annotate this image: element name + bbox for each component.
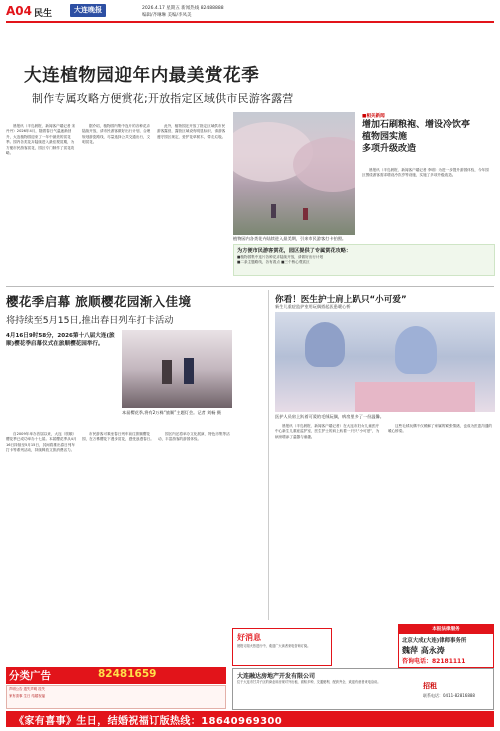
section2-column-a: 自2009年举办首届以来，大连（旅顺）樱花季已成功举办十七届。本届樱花季从4月16日持续至5月15日，其间将推出春日列车打卡等系列活动，持续释放文旅消费活力。: [6, 432, 77, 453]
column-divider: [268, 290, 269, 620]
article-column-b: 据介绍，植物园内集中连片的各种花卉陆续开放，请市民游客做好出行计划，合理规划游览路线，尽量选择公共交通出行，文明赏花。: [82, 124, 151, 145]
section2-lede: 4月16日9时58分，2026第十八届大连(旅顺)樱花季启幕仪式在旅顺樱花园举行。: [6, 333, 115, 347]
page-number: A04: [6, 4, 32, 18]
section3-headline: 你看！医生护士肩上趴只“小可爱”: [275, 295, 407, 305]
section2-subheadline: 将持续至5月15日,推出春日列车打卡活动: [6, 315, 174, 326]
tips-title: 为方便市民游客赏花，园区提供了专属赏花攻略：: [237, 248, 352, 254]
classified-listings: [6, 685, 226, 709]
law-firm-ad: [398, 624, 494, 668]
editor-credits: 编辑/齐琳琳 美编/李凤美: [142, 13, 192, 18]
article-column-a: 晨报讯（半岛晨报、新闻客户端记者 宋丹丹）2026年4月，随着春日气温逐渐回升，大连植物园迎来了一年中最美的赏花季。园内各类花卉陆续进入最佳观赏期，为方便市民游客赏花，园区专门制作了赏花攻略。: [6, 124, 76, 156]
viewing-tips-box: [233, 244, 495, 276]
nicu-photo-caption: 医护人员肩上趴着可爱的毛绒玩偶，病房里多了一份温馨。: [275, 414, 384, 419]
rent-title: 招租: [423, 682, 437, 690]
real-estate-ad: [232, 668, 494, 710]
issue-date: 2026.4.17 星期五 新闻热线 82488888: [142, 6, 224, 11]
section3-column-b: 这些毛绒玩偶不仅缓解了家属的紧张情绪，也成为医患沟通的暖心桥梁。: [388, 424, 493, 434]
related-news-body: 晨报讯（半岛晨报、新闻客户端记者 李明）为进一步提升游园体验，今年园区围绕游客需求增设冷饮亭等设施，实施了多项升级改造。: [362, 168, 489, 178]
banner-text: 《家有喜事》生日，结婚祝福订版热线：18640969300: [14, 716, 283, 727]
section3-column-a: 晨报讯（半岛晨报、新闻客户端记者）在大连市妇女儿童医疗中心新生儿重症监护室，医生护士的肩上趴着一只只“小可爱”，为病房增添了温馨与童趣。: [275, 424, 380, 439]
section3-subheadline: 新生儿重症监护室用玩偶搭起医患暖心桥: [275, 304, 351, 309]
nicu-photo: [275, 312, 495, 412]
company-name: 大连融达房地产开发有限公司: [237, 673, 316, 680]
section2-column-b: 市民游客可乘坐春日列车前往旅顺樱花园，在万株樱花下漫步赏花，感受浪漫春日。: [82, 432, 154, 442]
tips-line: ■植物园集中连片各种花卉陆续开放，请做好出行计划: [237, 255, 324, 259]
rent-phone: 联系电话：0411-82816888: [423, 693, 475, 698]
newspaper-logo: 大连晚报: [70, 4, 106, 17]
related-news-tag: ■相关新闻: [362, 114, 385, 119]
related-news-title-3: 多项升级改造: [362, 144, 417, 154]
section2-column-c: 园区内还将举办文化展演、特色市集等活动，丰富游客的游园体验。: [158, 432, 230, 442]
promo-text: 晨报订阅火热进行中，欢迎广大读者来电咨询订阅。: [237, 644, 311, 648]
classified-ad-banner: [6, 667, 226, 684]
cherry-photo-caption: 本届樱花季,将有2万株“旅顺”主题灯会。记者 刘畅 摄: [122, 410, 221, 415]
promo-title: 好消息: [237, 633, 261, 642]
related-news-title-2: 植物园实施: [362, 132, 408, 142]
tips-line: ■二条主题路线，各有看点 ■三个核心观赏区: [237, 260, 310, 265]
related-news-title-1: 增加石刷粮袍、增设冷饮亭: [362, 120, 471, 130]
classified-line: 家有喜事 生日 结婚祝福: [9, 693, 46, 698]
header-rule: [6, 21, 494, 23]
subscription-promo-ad: [232, 628, 332, 666]
section-name: 民生: [34, 9, 53, 19]
classified-phone: 82481659: [98, 668, 157, 680]
section-divider: [6, 286, 494, 287]
law-ad-header: 本报法律服务: [399, 625, 493, 634]
bottom-banner-ad: [6, 711, 494, 727]
main-subheadline: 制作专属攻略方便赏花;开放指定区域供市民游客露营: [32, 92, 294, 105]
law-firm-phone: 咨询电话：82181111: [402, 658, 466, 665]
classified-line: 声明公告 遗失声明 挂失: [9, 687, 46, 691]
law-firm-name: 北京大成(大连)律师事务所: [402, 638, 467, 644]
company-ad-text: 位于大连市甘井子区的商业用房现对外出租，面积多种，交通便利，配套齐全，欢迎有意者来电洽谈。: [237, 680, 381, 684]
classified-label: 分类广告: [9, 670, 51, 682]
main-headline: 大连植物园迎年内最美赏花季: [24, 66, 260, 86]
article-column-c: 此外，植物园还开放了指定区域供市民游客露营，露营区域设有明显标识，请游客遵守园区规定，爱护花草树木，带走垃圾。: [157, 124, 226, 139]
flower-garden-photo: [233, 112, 355, 235]
photo-caption: 植物园内各类花卉陆续进入最美期，引来市民游客打卡拍照。: [233, 236, 347, 241]
section2-headline: 樱花季启幕 旅顺樱花园渐入佳境: [6, 294, 192, 309]
cherry-blossom-photo: [122, 330, 232, 408]
law-firm-lawyers: 魏萍 高永涛: [402, 646, 445, 655]
related-news-header: [362, 113, 492, 155]
